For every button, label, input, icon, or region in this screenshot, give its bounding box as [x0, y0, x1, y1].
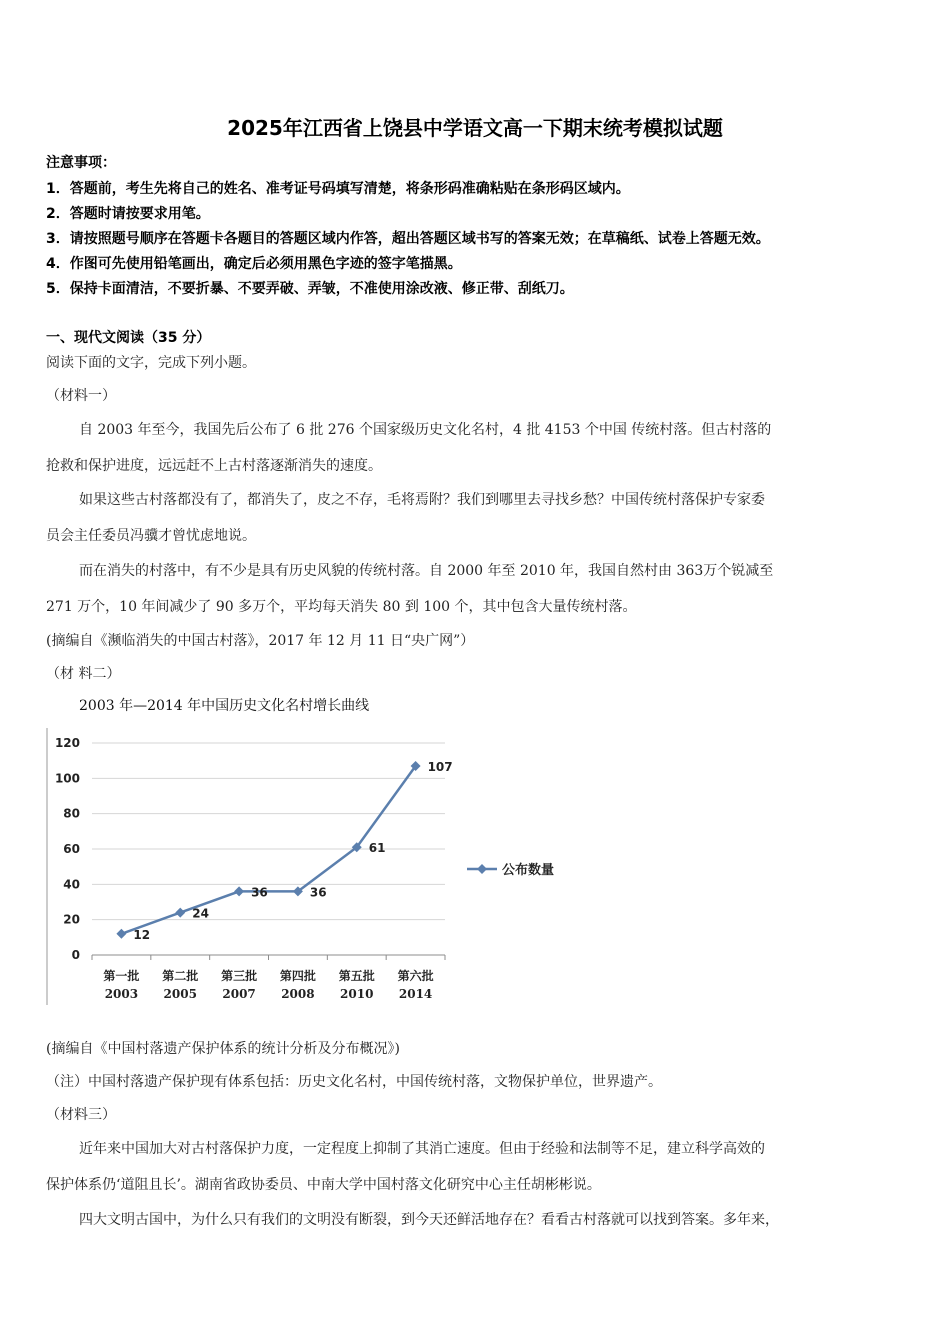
x-category-year: 2005 [163, 987, 197, 1001]
paragraph-line: 员会主任委员冯骥才曾忧虑地说。 [46, 528, 256, 544]
x-category-label: 第四批 [279, 969, 316, 983]
x-category-label: 第一批 [103, 969, 140, 983]
legend-marker [477, 864, 487, 874]
x-category-year: 2003 [104, 987, 139, 1001]
y-tick-label: 120 [54, 736, 80, 750]
notice-item: 4．作图可先使用铅笔画出，确定后必须用黑色字迹的签字笔描黑。 [46, 256, 462, 272]
page-title: 2025年江西省上饶县中学语文高一下期末统考模拟试题 [227, 116, 723, 140]
notice-item: 1．答题前，考生先将自己的姓名、准考证号码填写清楚，将条形码准确粘贴在条形码区域内。 [46, 181, 630, 197]
paragraph-line: 自 2003 年至今，我国先后公布了 6 批 276 个国家级历史文化名村，4 批 4153 个中国 传统村落。但古村落的 [79, 422, 772, 438]
data-point [116, 929, 126, 939]
x-category-label: 第三批 [221, 969, 258, 983]
notice-item: 2．答题时请按要求用笔。 [46, 206, 210, 222]
y-tick-label: 100 [54, 771, 80, 786]
x-category-year: 2014 [398, 987, 433, 1001]
y-tick-label: 0 [71, 948, 80, 962]
notice-item: 3．请按照题号顺序在答题卡各题目的答题区域内作答，超出答题区域书写的答案无效；在草稿纸、试卷上答题无效。 [46, 231, 770, 247]
data-point [234, 886, 244, 896]
x-category-year: 2007 [222, 987, 256, 1001]
y-tick-label: 80 [63, 806, 80, 821]
paragraph-line: 四大文明古国中，为什么只有我们的文明没有断裂，到今天还鲜活地存在？看看古村落就可以找到答案。多年来， [79, 1212, 779, 1228]
paragraph-line: 而在消失的村落中，有不少是具有历史风貌的传统村落。自 2000 年至 2010 年，我国自然村由 363万个锐减至 [79, 563, 774, 579]
y-tick-label: 40 [63, 877, 80, 892]
source-citation: (摘编自《濒临消失的中国古村落》，2017 年 12 月 11 日“央广网”） [46, 633, 475, 649]
x-category-label: 第六批 [397, 969, 434, 983]
y-tick-label: 60 [63, 842, 80, 856]
y-tick-label: 20 [63, 912, 80, 927]
data-label: 107 [427, 759, 453, 774]
material-label: （材料一） [46, 388, 116, 404]
section-heading: 一、现代文阅读（35 分） [46, 330, 211, 346]
x-category-label: 第二批 [162, 969, 199, 983]
paragraph-line: 保护体系仍‘道阻且长’。湖南省政协委员、中南大学中国村落文化研究中心主任胡彬彬说。 [46, 1177, 601, 1193]
paragraph-line: 如果这些古村落都没有了，都消失了，皮之不存，毛将焉附？我们到哪里去寻找乡愁？中国传统村落保护专家委 [79, 492, 765, 508]
data-point [175, 908, 185, 918]
notice-item: 5．保持卡面清洁，不要折暴、不要弄破、弄皱，不准使用涂改液、修正带、刮纸刀。 [46, 281, 574, 297]
material-label: （材 料二） [46, 666, 121, 682]
paragraph-line: 271 万个，10 年间减少了 90 多万个，平均每天消失 80 到 100 个，其中包含大量传统村落。 [46, 599, 637, 615]
material-label: （材料三） [46, 1107, 116, 1123]
source-citation: (摘编自《中国村落遗产保护体系的统计分析及分布概况》) [46, 1041, 400, 1057]
paragraph-line: 抢救和保护进度，远远赶不上古村落逐渐消失的速度。 [46, 458, 382, 474]
data-label: 24 [192, 906, 209, 921]
notice-heading: 注意事项： [46, 155, 116, 171]
data-label: 61 [368, 841, 386, 856]
x-category-label: 第五批 [338, 969, 375, 983]
paragraph-line: 近年来中国加大对古村落保护力度，一定程度上抑制了其消亡速度。但由于经验和法制等不足，建立科学高效的 [79, 1141, 765, 1157]
data-label: 36 [309, 885, 327, 900]
data-label: 12 [133, 927, 151, 942]
data-label: 36 [251, 885, 268, 900]
chart-title: 2003 年—2014 年中国历史文化名村增长曲线 [79, 698, 370, 714]
legend-label: 公布数量 [502, 863, 555, 878]
instruction: 阅读下面的文字，完成下列小题。 [46, 355, 256, 371]
x-category-year: 2008 [281, 987, 315, 1001]
note: （注）中国村落遗产保护现有体系包括：历史文化名村，中国传统村落，文物保护单位，世界遗产。 [46, 1074, 662, 1090]
x-category-year: 2010 [340, 987, 374, 1001]
